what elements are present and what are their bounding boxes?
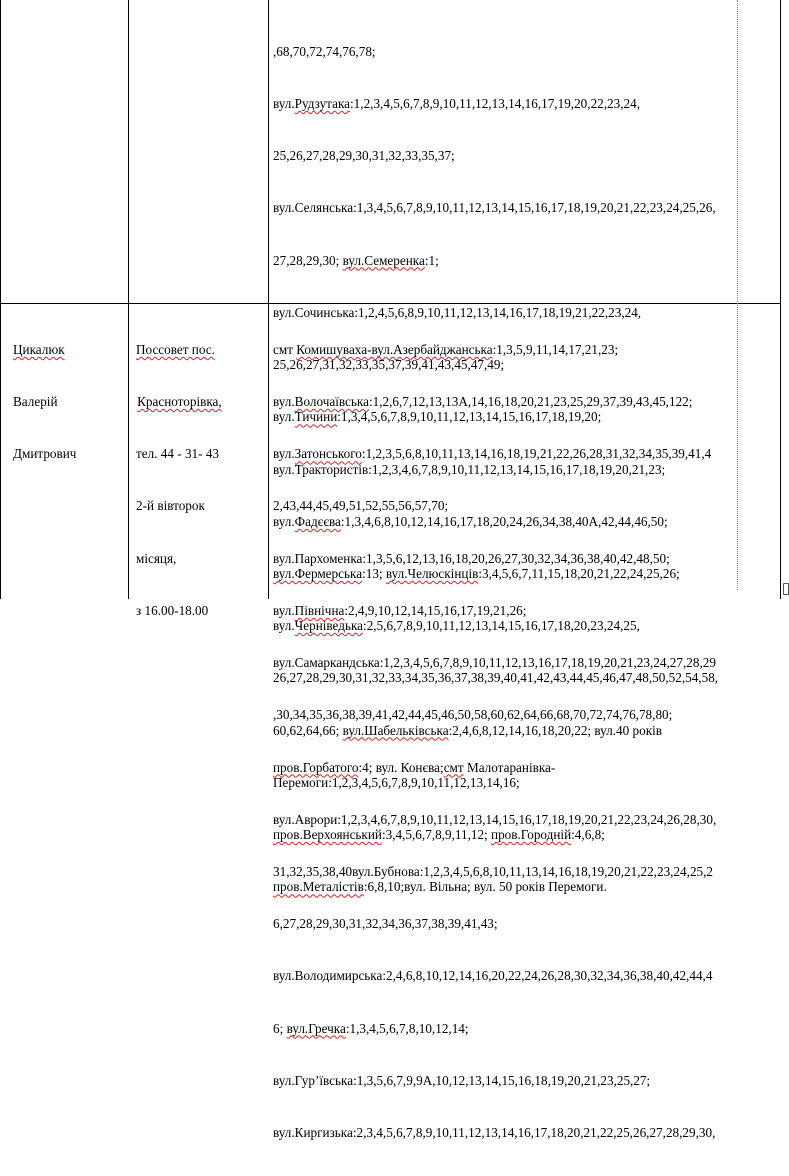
- address-line: пров.Верхоянський:3,4,5,6,7,8,9,11,12; пров.Городній:4,6,8;: [273, 827, 605, 843]
- address-line: пров.Горбатого:4; вул. Конєва;смт Малотаранівка-: [273, 759, 556, 775]
- contact-line: Красноторівка,: [137, 394, 222, 410]
- address-line: 60,62,64,66; вул.Шабельківська:2,4,6,8,12,14,16,18,20,22; вул.40 років: [273, 722, 663, 738]
- address-line: ,30,34,35,36,38,39,41,42,44,45,46,50,58,60,62,64,66,68,70,72,74,76,78,80;: [273, 707, 673, 723]
- contact-line: 2-й вівторок: [136, 498, 205, 514]
- contact-line: місяця,: [136, 550, 177, 566]
- page-end-marker: [783, 583, 789, 595]
- address-line: вул.Киргизька:2,3,4,5,6,7,8,9,10,11,12,13,14,16,17,18,20,21,22,25,26,27,28,29,30,: [273, 1125, 716, 1141]
- address-line: вул.Черніведька:2,5,6,7,8,9,10,11,12,13,14,15,16,17,18,20,23,24,25,: [273, 618, 640, 634]
- table-column-divider-1: [128, 0, 129, 599]
- address-line: вул.Північна:2,4,9,10,12,14,15,16,17,19,21,26;: [273, 602, 527, 618]
- address-line: 6; вул.Гречка:1,3,4,5,6,7,8,10,12,14;: [273, 1020, 469, 1036]
- address-line: вул.Гур’ївська:1,3,5,6,7,9,9А,10,12,13,14,15,16,18,19,20,21,23,25,27;: [273, 1072, 651, 1088]
- table-border-left: [0, 0, 1, 599]
- address-line: вул.Пархоменка:1,3,5,6,12,13,16,18,20,26,27,30,32,34,36,38,40,42,48,50;: [273, 550, 670, 566]
- address-line: вул.Сочинська:1,2,4,5,6,8,9,10,11,12,13,14,16,17,18,19,21,22,23,24,: [273, 304, 642, 320]
- address-line: 2,43,44,45,49,51,52,55,56,57,70;: [273, 498, 449, 514]
- address-line: вул.Володимирська:2,4,6,8,10,12,14,16,20,22,24,26,28,30,32,34,36,38,40,42,44,4: [273, 968, 713, 984]
- address-line: вул.Самаркандська:1,2,3,4,5,6,7,8,9,10,11,12,13,16,17,18,19,20,21,23,24,27,28,29: [273, 655, 716, 671]
- address-line: ,68,70,72,74,76,78;: [273, 43, 376, 59]
- address-line: 25,26,27,31,32,33,35,37,39,41,43,45,47,49;: [273, 357, 505, 373]
- address-line: вул.Трактористів:1,2,3,4,6,7,8,9,10,11,12,13,14,15,16,17,18,19,20,21,23;: [273, 461, 666, 477]
- address-line: 31,32,35,38,40вул.Бубнова:1,2,3,4,5,6,8,10,11,13,14,16,18,19,20,21,22,23,24,25,2: [273, 864, 714, 879]
- address-line: Перемоги:1,2,3,4,5,6,7,8,9,10,11,12,13,14,16;: [273, 774, 520, 790]
- address-line: 26,27,28,29,30,31,32,33,34,35,36,37,38,39,40,41,42,43,44,45,46,47,48,50,52,54,58,: [273, 670, 719, 686]
- address-line: пров.Металістів:6,8,10;вул. Вільна; вул. 50 років Перемоги.: [273, 879, 607, 895]
- contact-line: з 16.00-18.00: [136, 602, 209, 618]
- address-line: вул.Фермерська:13; вул.Челюскінців:3,4,5,6,7,11,15,18,20,21,22,24,25,26;: [273, 566, 680, 581]
- address-line: вул.Рудзутака:1,2,3,4,5,6,7,8,9,10,11,12,13,14,16,17,19,20,22,23,24,: [273, 96, 641, 112]
- contact-line: тел. 44 - 31- 43: [136, 446, 220, 462]
- row2-address-block: [273, 306, 719, 1176]
- address-line: смт Комишуваха-вул.Азербайджанська:1,3,5,9,11,14,17,21,23;: [273, 341, 619, 357]
- table-border-right: [780, 0, 781, 599]
- text-boundary-guide: [737, 0, 738, 590]
- table-column-divider-2: [268, 0, 269, 599]
- address-line: вул.Волочаївська:1,2,6,7,12,13,13А,14,16,18,20,21,23,25,29,37,39,43,45,122;: [273, 394, 693, 410]
- address-line: 25,26,27,28,29,30,31,32,33,35,37;: [273, 148, 455, 164]
- address-line: вул.Селянська:1,3,4,5,6,7,8,9,10,11,12,13,14,15,16,17,18,19,20,21,22,23,24,25,26,: [273, 200, 716, 216]
- address-line: 27,28,29,30; вул.Семеренка:1;: [273, 252, 439, 268]
- address-line: вул.Затонського:1,2,3,5,6,8,10,11,13,14,16,18,19,21,22,26,28,31,32,34,35,39,41,4: [273, 446, 712, 462]
- name-line: Цикалюк: [13, 341, 65, 357]
- name-line: Валерій: [13, 394, 58, 410]
- address-line: вул.Аврори:1,2,3,4,6,7,8,9,10,11,12,13,14,15,16,17,18,19,20,21,22,23,24,26,28,30,: [273, 811, 717, 827]
- contact-line: Поссовет пос.: [136, 341, 215, 357]
- address-line: вул.Фадєєва:1,3,4,6,8,10,12,14,16,17,18,20,24,26,34,38,40А,42,44,46,50;: [273, 513, 668, 529]
- name-line: Дмитрович: [13, 446, 77, 462]
- reception-info: [136, 306, 222, 654]
- address-line: вул.Тичини:1,3,4,5,6,7,8,9,10,11,12,13,14,15,16,17,18,19,20;: [273, 409, 602, 425]
- address-line: 6,27,28,29,30,31,32,34,36,37,38,39,41,43;: [273, 916, 498, 932]
- deputy-name: [13, 306, 76, 497]
